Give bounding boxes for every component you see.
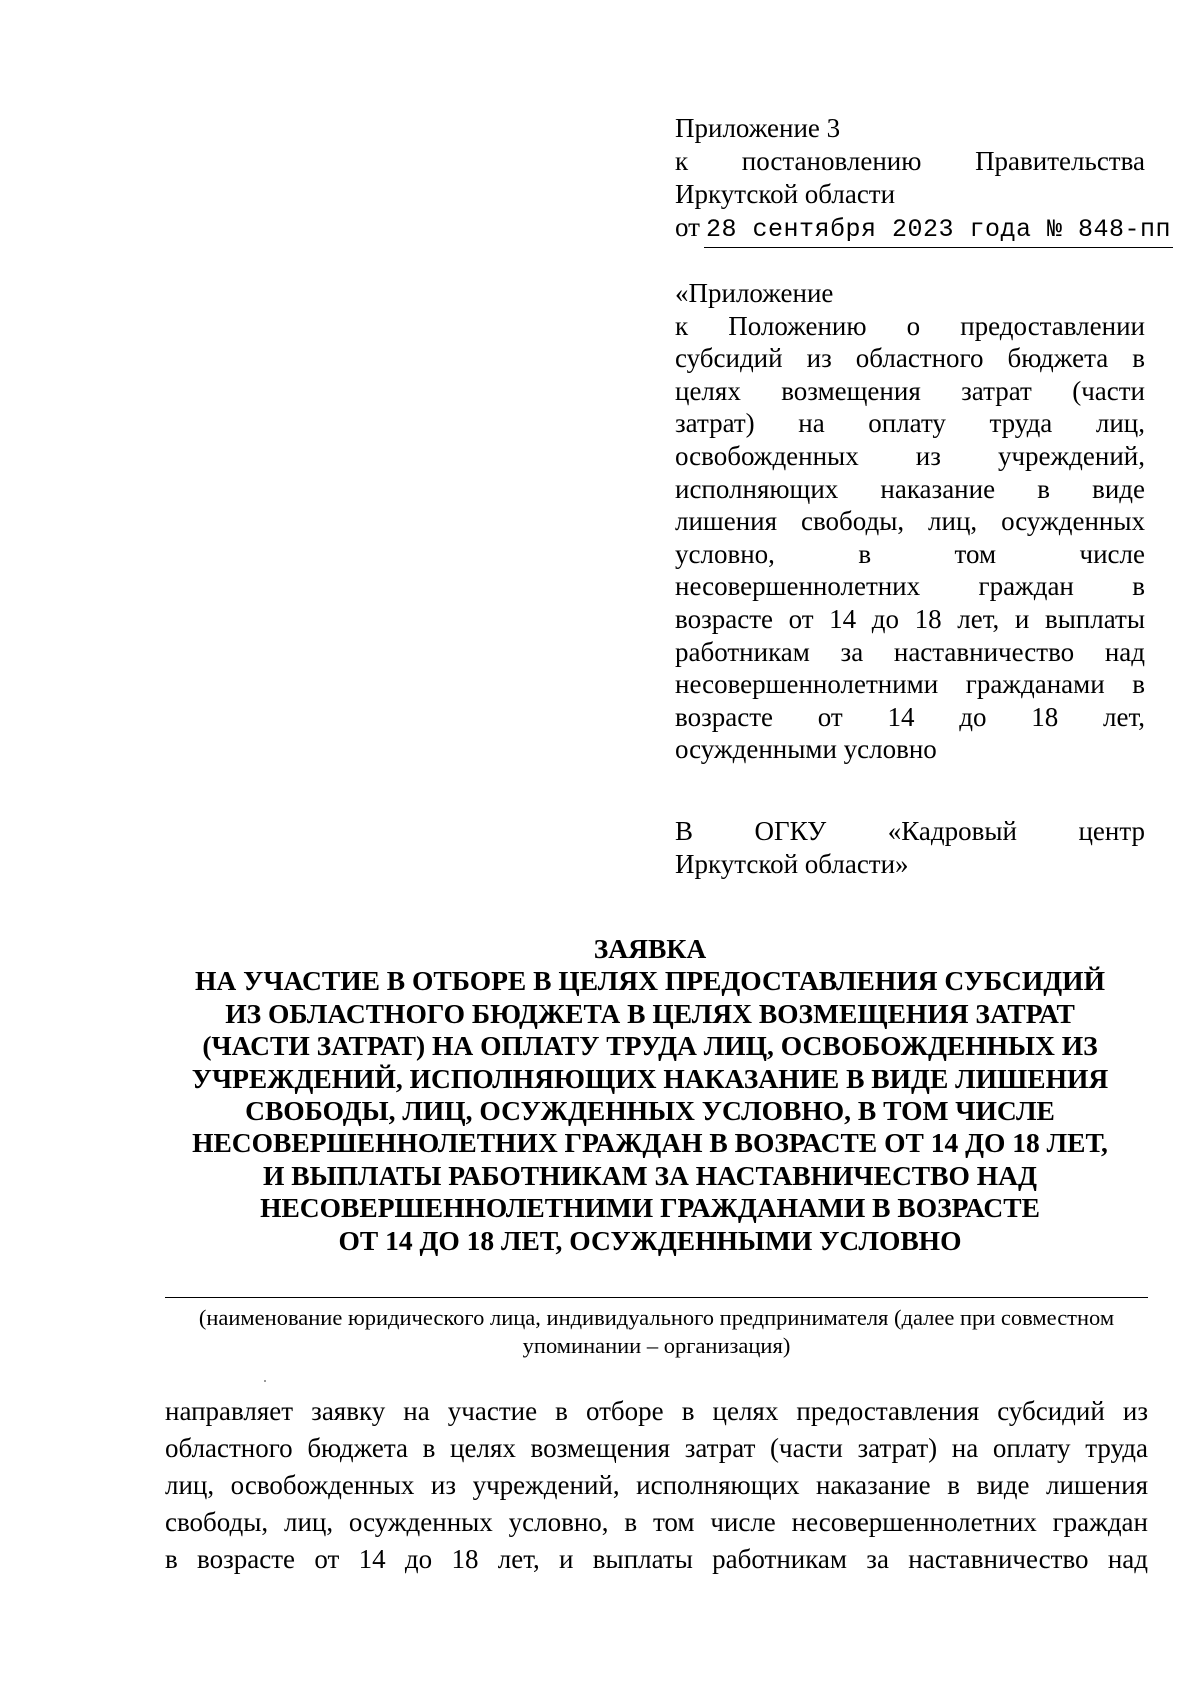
appendix-reference	[675, 145, 1145, 178]
regulation-line: затрат) на оплату труда лиц,	[675, 408, 1145, 439]
regulation-line: исполняющих наказание в виде	[675, 473, 1145, 504]
recipient-block	[675, 815, 1145, 881]
recipient-word: В	[675, 816, 694, 846]
organization-name-blank	[165, 1297, 1148, 1298]
organization-name-caption: (наименование юридического лица, индивидуального предпринимателя (далее при совместном упоминании – организация)	[198, 1305, 1115, 1358]
appendix-date-prefix: от	[675, 212, 700, 242]
regulation-line: работникам за наставничество над	[675, 636, 1145, 667]
regulation-line: субсидий из областного бюджета в	[675, 343, 1145, 374]
body-line: областного бюджета в целях возмещения затрат (части затрат) на оплату труда	[165, 1433, 1148, 1463]
regulation-reference	[675, 277, 1145, 766]
title-line: УЧРЕЖДЕНИЙ, ИСПОЛНЯЮЩИХ НАКАЗАНИЕ В ВИДЕ ЛИШЕНИЯ	[191, 1062, 1109, 1094]
appendix-title: Приложение 3	[675, 113, 841, 143]
title-line: (ЧАСТИ ЗАТРАТ) НА ОПЛАТУ ТРУДА ЛИЦ, ОСВОБОЖДЕННЫХ ИЗ	[202, 1030, 1098, 1062]
body-line: в возрасте от 14 до 18 лет, и выплаты работникам за наставничество над	[165, 1544, 1148, 1574]
regulation-line: несовершеннолетних граждан в	[675, 571, 1145, 602]
regulation-line: целях возмещения затрат (части	[675, 375, 1145, 406]
application-title	[150, 933, 1150, 1257]
appendix-reference-word: к	[675, 146, 689, 176]
title-line: НЕСОВЕРШЕННОЛЕТНИМИ ГРАЖДАНАМИ В ВОЗРАСТЕ	[260, 1192, 1040, 1224]
recipient-word: «Кадровый	[887, 816, 1017, 846]
regulation-line: «Приложение	[675, 278, 834, 308]
title-line: ИЗ ОБЛАСТНОГО БЮДЖЕТА В ЦЕЛЯХ ВОЗМЕЩЕНИЯ ЗАТРАТ	[225, 997, 1075, 1029]
title-line: И ВЫПЛАТЫ РАБОТНИКАМ ЗА НАСТАВНИЧЕСТВО НАД	[263, 1159, 1037, 1191]
body-line: свободы, лиц, осужденных условно, в том числе несовершеннолетних граждан	[165, 1507, 1148, 1537]
title-line: НЕСОВЕРШЕННОЛЕТНИХ ГРАЖДАН В ВОЗРАСТЕ ОТ 14 ДО 18 ЛЕТ,	[192, 1127, 1108, 1159]
regulation-line: несовершеннолетними гражданами в	[675, 669, 1145, 700]
recipient-word: центр	[1078, 816, 1145, 846]
recipient-line: Иркутской области»	[675, 849, 909, 879]
appendix-reference-word: Правительства	[975, 146, 1145, 176]
appendix-header	[675, 112, 1172, 248]
title-line: СВОБОДЫ, ЛИЦ, ОСУЖДЕННЫХ УСЛОВНО, В ТОМ ЧИСЛЕ	[245, 1095, 1055, 1127]
appendix-reference-word: постановлению	[741, 146, 922, 176]
recipient-word: ОГКУ	[754, 816, 827, 846]
regulation-line: лишения свободы, лиц, осужденных	[675, 506, 1145, 537]
body-paragraph	[165, 1393, 1148, 1578]
appendix-region: Иркутской области	[675, 179, 896, 209]
recipient-line	[675, 815, 1145, 848]
title-line: ЗАЯВКА	[593, 933, 707, 964]
appendix-date-value: 28 сентября 2023 года № 848-пп	[704, 213, 1173, 248]
body-line: направляет заявку на участие в отборе в целях предоставления субсидий из	[165, 1396, 1148, 1426]
body-line: лиц, освобожденных из учреждений, исполняющих наказание в виде лишения	[165, 1470, 1148, 1500]
title-line: НА УЧАСТИЕ В ОТБОРЕ В ЦЕЛЯХ ПРЕДОСТАВЛЕНИЯ СУБСИДИЙ	[195, 965, 1105, 997]
regulation-line: возрасте от 14 до 18 лет,	[675, 701, 1145, 732]
appendix-date-line	[675, 211, 1172, 248]
title-line: ОТ 14 ДО 18 ЛЕТ, ОСУЖДЕННЫМИ УСЛОВНО	[338, 1224, 962, 1256]
regulation-line: возрасте от 14 до 18 лет, и выплаты	[675, 603, 1145, 634]
regulation-line: освобожденных из учреждений,	[675, 440, 1145, 471]
regulation-line: осужденными условно	[675, 734, 937, 765]
regulation-line: условно, в том числе	[675, 538, 1145, 569]
scan-speck	[264, 1380, 266, 1382]
regulation-line: к Положению о предоставлении	[675, 310, 1145, 341]
